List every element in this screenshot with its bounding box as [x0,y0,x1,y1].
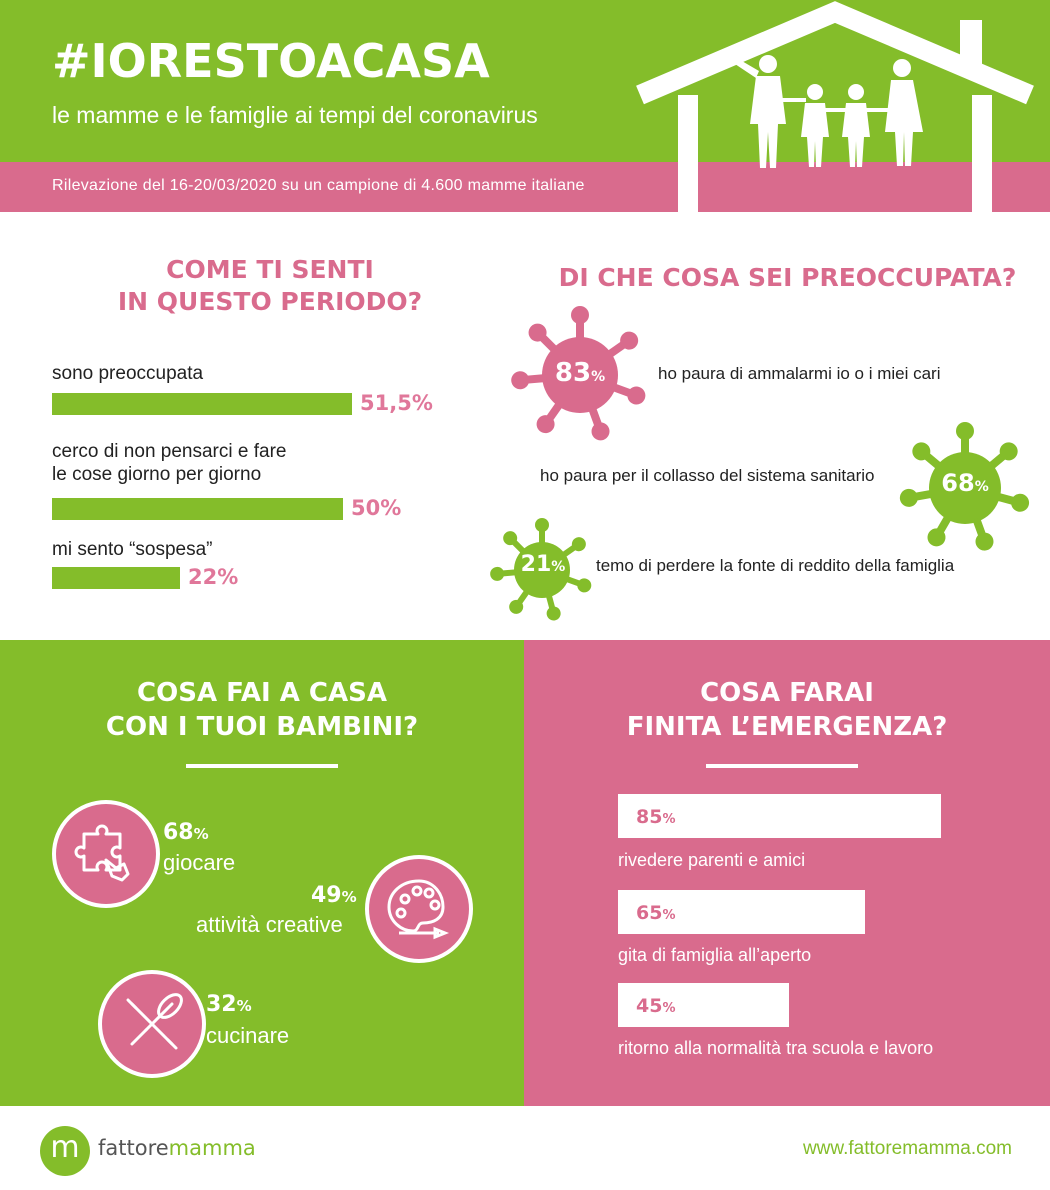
after-title-line1: COSA FARAI [700,678,874,708]
whisk-icon-glyph [102,974,202,1074]
logo-text-part1: fattore [98,1136,169,1160]
feeling-label [52,538,213,561]
feeling-bar [52,498,343,520]
feeling-bar [52,393,352,415]
worry-unit: % [974,479,989,495]
feelings-title-line2: IN QUESTO PERIODO? [117,287,423,316]
logo-icon: m [40,1126,90,1176]
survey-note: Rilevazione del 16-20/03/2020 su un campione di 4.600 mamme italiane [52,177,585,194]
after-unit: % [662,812,676,827]
feeling-value: 50% [351,496,402,520]
worry-number: 83 [554,358,592,388]
worry-unit: % [551,559,566,575]
after-title [560,676,1014,744]
worry-value [545,358,615,388]
activity-label: attività creative [196,912,343,937]
activity-unit: % [236,997,252,1015]
activity-number: 68 [163,820,194,845]
subtitle: le mamme e le famiglie ai tempi del coronavirus [52,102,538,128]
logo-text [98,1136,256,1160]
feeling-bar [52,567,180,589]
worry-text: ho paura di ammalarmi io o i miei cari [658,364,941,383]
worry-value [512,552,574,577]
activities-title-line1: COSA FAI A CASA [137,678,387,708]
after-label: rivedere parenti e amici [618,850,806,870]
whisk-icon [98,970,206,1078]
feeling-label-line: mi sento “sospesa” [52,539,213,560]
feeling-label [52,440,286,486]
palette-icon [365,855,473,963]
after-number: 65 [636,902,663,924]
after-unit: % [662,908,676,923]
feeling-label-line: le cose giorno per giorno [52,464,262,485]
feelings-title-line1: COME TI SENTI [166,255,374,284]
activity-number: 32 [206,992,237,1017]
after-title-line2: FINITA L’EMERGENZA? [626,712,948,742]
worry-number: 21 [520,552,552,577]
after-value [636,806,675,828]
activity-value [163,820,209,845]
after-value [636,902,675,924]
after-number: 45 [636,995,663,1017]
puzzle-icon [52,800,160,908]
worry-text: temo di perdere la fonte di reddito della famiglia [596,556,955,575]
activity-value [311,883,357,908]
worry-number: 68 [941,469,975,497]
activities-divider [186,764,338,768]
after-label: gita di famiglia all’aperto [618,945,812,965]
after-value [636,995,675,1017]
feeling-label-line: cerco di non pensarci e fare [52,441,287,462]
activity-unit: % [341,888,357,906]
activity-label: cucinare [206,1023,290,1048]
feeling-label [52,362,203,385]
activity-number: 49 [311,883,342,908]
feeling-value: 51,5% [360,391,433,415]
palette-icon-glyph [369,859,469,959]
puzzle-icon-glyph [56,804,156,904]
activity-unit: % [193,825,209,843]
after-unit: % [662,1001,676,1016]
activities-title [40,676,484,744]
feeling-label-line: sono preoccupata [52,363,204,384]
worries-title: DI CHE COSA SEI PREOCCUPATA? [558,263,1017,292]
logo-text-part2: mamma [168,1136,256,1160]
after-number: 85 [636,806,663,828]
feeling-value: 22% [188,565,239,589]
activity-value [206,992,252,1017]
website-link[interactable]: www.fattoremamma.com [802,1138,1012,1159]
house-family-icon [620,0,1050,212]
feelings-title [80,254,460,318]
activity-label: giocare [163,850,236,875]
worry-unit: % [591,369,606,385]
worry-value [930,469,1000,497]
after-label: ritorno alla normalità tra scuola e lavoro [618,1038,934,1058]
activities-title-line2: CON I TUOI BAMBINI? [105,712,419,742]
main-title: #IORESTOACASA [52,34,490,88]
after-divider [706,764,858,768]
worry-text: ho paura per il collasso del sistema sanitario [540,466,875,485]
